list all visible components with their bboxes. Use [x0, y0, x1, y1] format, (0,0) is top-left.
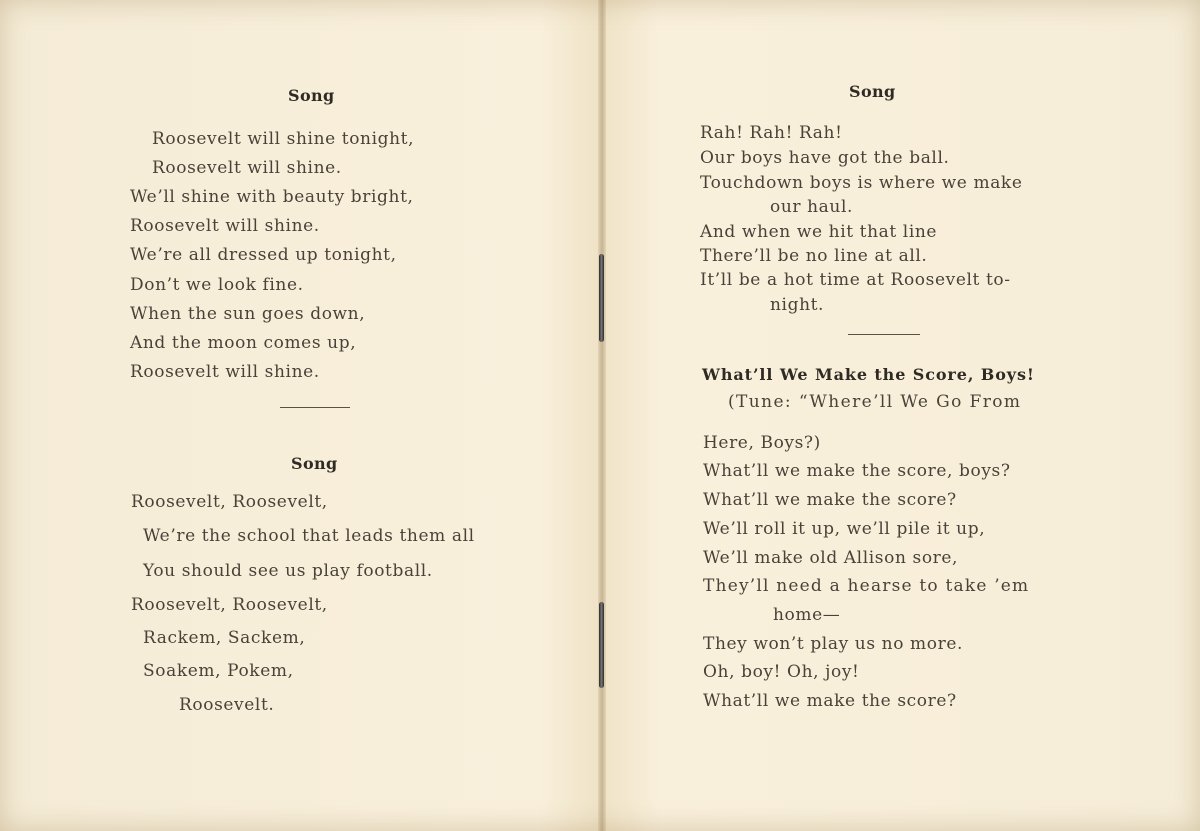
lyric-line: Rah! Rah! Rah!: [700, 123, 843, 143]
song-title: Song: [849, 82, 896, 101]
lyric-line: Here, Boys?): [703, 433, 821, 453]
lyric-line: What’ll we make the score?: [703, 490, 957, 510]
song-title: Song: [288, 86, 335, 105]
lyric-line: Roosevelt, Roosevelt,: [131, 492, 328, 512]
lyric-line: home—: [773, 605, 841, 625]
lyric-line: When the sun goes down,: [130, 304, 366, 324]
lyric-line: our haul.: [770, 197, 853, 217]
lyric-line: What’ll we make the score, boys?: [703, 461, 1011, 481]
lyric-line: Touchdown boys is where we make: [700, 173, 1023, 193]
lyric-line: Soakem, Pokem,: [143, 661, 294, 681]
lyric-line: We’ll shine with beauty bright,: [130, 187, 414, 207]
lyric-line: Our boys have got the ball.: [700, 148, 950, 168]
section-divider: [848, 334, 920, 335]
lyric-line: Oh, boy! Oh, joy!: [703, 662, 860, 682]
lyric-line: And the moon comes up,: [130, 333, 357, 353]
lyric-line: They won’t play us no more.: [703, 634, 964, 654]
song-title: Song: [291, 454, 338, 473]
lyric-line: (Tune: “Where’ll We Go From: [728, 392, 1022, 412]
lyric-line: There’ll be no line at all.: [700, 246, 928, 266]
right-page: [604, 0, 1200, 831]
lyric-line: We’re the school that leads them all: [143, 526, 475, 546]
lyric-line: We’ll roll it up, we’ll pile it up,: [703, 519, 986, 539]
lyric-line: You should see us play football.: [143, 561, 433, 581]
lyric-line: It’ll be a hot time at Roosevelt to-: [700, 270, 1011, 290]
lyric-line: Rackem, Sackem,: [143, 628, 306, 648]
lyric-line: Roosevelt will shine tonight,: [152, 129, 415, 149]
lyric-line: Roosevelt will shine.: [130, 216, 320, 236]
lyric-line: night.: [770, 295, 825, 315]
section-divider: [280, 407, 350, 408]
song-title: What’ll We Make the Score, Boys!: [702, 365, 1035, 384]
lyric-line: Roosevelt will shine.: [152, 158, 342, 178]
lyric-line: And when we hit that line: [700, 222, 938, 242]
lyric-line: We’re all dressed up tonight,: [130, 245, 397, 265]
lyric-line: What’ll we make the score?: [703, 691, 957, 711]
lyric-line: We’ll make old Allison sore,: [703, 548, 959, 568]
lyric-line: They’ll need a hearse to take ’em: [703, 576, 1030, 596]
lyric-line: Roosevelt will shine.: [130, 362, 320, 382]
lyric-line: Roosevelt, Roosevelt,: [131, 595, 328, 615]
lyric-line: Roosevelt.: [179, 695, 275, 715]
lyric-line: Don’t we look fine.: [130, 275, 304, 295]
